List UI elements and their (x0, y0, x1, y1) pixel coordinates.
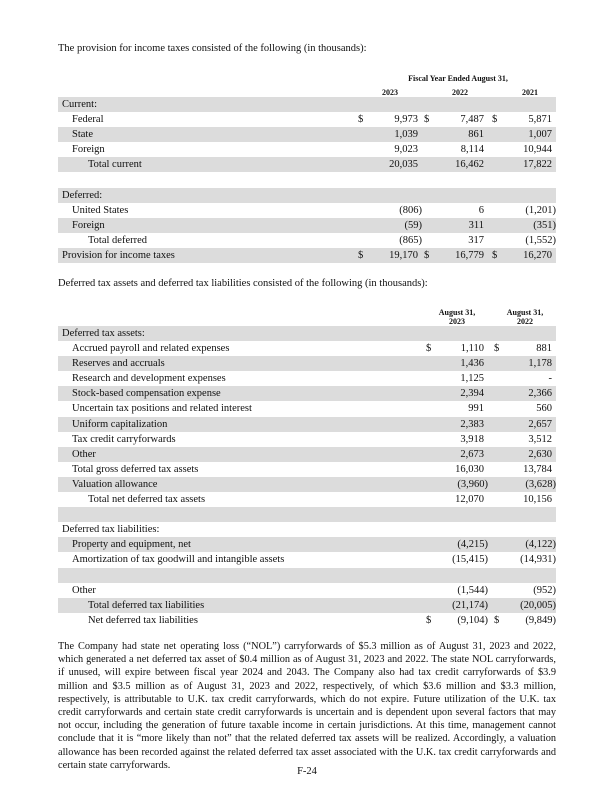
currency-symbol: $ (426, 343, 432, 355)
table-row (58, 203, 556, 218)
table-row (58, 356, 556, 371)
cell-value: 2,366 (528, 388, 552, 400)
cell-value: 9,973 (394, 114, 418, 126)
cell-value: 12,070 (455, 494, 484, 506)
col-header-2022: August 31, 2022 (506, 308, 544, 326)
cell-value: (59) (404, 219, 422, 231)
year-2022: 2022 (452, 88, 468, 97)
currency-symbol: $ (358, 114, 364, 126)
row-label: Research and development expenses (72, 373, 226, 385)
table-row (58, 432, 556, 447)
cell-value: 991 (468, 403, 484, 415)
row-label: Net deferred tax liabilities (88, 614, 198, 626)
table-row (58, 188, 556, 203)
currency-symbol: $ (426, 614, 432, 626)
cell-value: (9,849) (525, 614, 556, 626)
table-row (58, 142, 556, 157)
row-label: Total current (88, 159, 142, 171)
cell-value: 16,779 (455, 249, 484, 261)
intro-provision: The provision for income taxes consisted of the following (in thousands): (58, 43, 367, 54)
cell-value: (351) (533, 219, 556, 231)
cell-value: 560 (536, 403, 552, 415)
table-row (58, 112, 556, 127)
cell-value: (20,005) (520, 599, 556, 611)
row-label: Current: (62, 99, 97, 110)
cell-value: 16,030 (455, 463, 484, 475)
cell-value: 311 (468, 219, 484, 231)
table-row (58, 386, 556, 401)
intro-deferred: Deferred tax assets and deferred tax liabilities consisted of the following (in thousands): (58, 278, 428, 289)
cell-value: (14,931) (520, 554, 556, 566)
row-label: Uniform capitalization (72, 418, 168, 430)
cell-value: 2,673 (460, 448, 484, 460)
cell-value: 317 (468, 234, 484, 246)
currency-symbol: $ (358, 249, 364, 261)
deferred-tax-table (58, 326, 556, 628)
row-label: Stock-based compensation expense (72, 388, 221, 400)
row-label: Reserves and accruals (72, 358, 165, 370)
table-row (58, 537, 556, 552)
cell-value: (15,415) (452, 554, 488, 566)
spacer-row (58, 172, 556, 187)
table-row (58, 477, 556, 492)
cell-value: 2,630 (528, 448, 552, 460)
cell-value: 1,436 (460, 358, 484, 370)
table-row (58, 97, 556, 112)
currency-symbol: $ (494, 614, 500, 626)
row-label: Deferred: (62, 189, 103, 201)
table-row (58, 417, 556, 432)
cell-value: 2,657 (528, 418, 552, 430)
table-row (58, 341, 556, 356)
cell-value: (21,174) (452, 599, 488, 611)
cell-value: (806) (399, 204, 422, 216)
cell-value: 20,035 (389, 159, 418, 171)
cell-value: 16,270 (523, 249, 552, 261)
cell-value: (4,215) (457, 539, 488, 551)
cell-value: (3,628) (525, 478, 556, 490)
table-row (58, 447, 556, 462)
cell-value: 17,822 (523, 159, 552, 171)
cell-value: (1,544) (457, 584, 488, 596)
row-label: Other (72, 584, 96, 596)
row-label: Accrued payroll and related expenses (72, 343, 230, 355)
table-row (58, 598, 556, 613)
cell-value: 1,007 (528, 129, 552, 141)
year-2021: 2021 (522, 88, 538, 97)
cell-value: 9,023 (394, 144, 418, 156)
row-label: Other (72, 448, 96, 460)
currency-symbol: $ (494, 343, 500, 355)
cell-value: 7,487 (460, 114, 484, 126)
row-label: Provision for income taxes (62, 249, 175, 261)
table1-header: Fiscal Year Ended August 31, (408, 74, 508, 83)
table-row (58, 371, 556, 386)
currency-symbol: $ (424, 114, 430, 126)
spacer-row (58, 507, 556, 522)
cell-value: 1,110 (460, 343, 484, 355)
col-header-2023: August 31, 2023 (438, 308, 476, 326)
table-row (58, 127, 556, 142)
table-row (58, 218, 556, 233)
row-label: Total deferred (88, 234, 148, 246)
cell-value: 16,462 (455, 159, 484, 171)
currency-symbol: $ (492, 249, 498, 261)
row-label: Total deferred tax liabilities (88, 599, 205, 611)
row-label: Property and equipment, net (72, 539, 191, 551)
table-row (58, 233, 556, 248)
row-label: Uncertain tax positions and related interest (72, 403, 252, 415)
cell-value: 861 (468, 129, 484, 141)
table-row (58, 157, 556, 172)
cell-value: 3,918 (460, 433, 484, 445)
cell-value: 1,125 (460, 373, 484, 385)
table-row (58, 522, 556, 537)
cell-value: 13,784 (523, 463, 552, 475)
row-label: Deferred tax liabilities: (62, 524, 160, 536)
cell-value: 8,114 (460, 144, 484, 156)
cell-value: 2,394 (460, 388, 484, 400)
cell-value: 19,170 (389, 249, 418, 261)
nol-paragraph: The Company had state net operating loss (“NOL”) carryforwards of $5.3 million as of August 31, 2023 and 2022, which generated a net deferred tax asset of $0.4 million as of August 31, 2023 and 2022. The state NOL carryforwards, if unused, will expire between fiscal year 2024 and 2043. The Company also had tax credit carryforwards of $3.9 million and $3.5 million as of August 31, 2023 and 2022, respectively, of which $3.6 million and $3.3 million, respectively, is attributable to U.K. tax credit carryforwards, which do not expire. Future utilization of the U.K. tax credit carryforwards and certain state credit carryforwards is uncertain and is dependent upon several factors that may not occur, including the generation of future taxable income in certain jurisdictions. At this time, management cannot conclude that it is “more likely than not” that the related deferred tax assets will be realized. Accordingly, a valuation allowance has been recorded against the related deferred tax asset associated with the U.K. tax credit carryforwards and certain state carryforwards. (58, 641, 556, 771)
row-label: Federal (72, 114, 104, 126)
cell-value: 2,383 (460, 418, 484, 430)
row-label: Total net deferred tax assets (88, 494, 206, 506)
cell-value: (952) (533, 584, 556, 596)
row-label: Total gross deferred tax assets (72, 463, 199, 475)
cell-value: (3,960) (457, 478, 488, 490)
income-tax-provision-table (58, 97, 556, 263)
row-label: Amortization of tax goodwill and intangible assets (72, 554, 285, 566)
year-2023: 2023 (382, 88, 398, 97)
cell-value: (4,122) (525, 539, 556, 551)
table-row (58, 462, 556, 477)
cell-value: 1,178 (528, 358, 552, 370)
table-row (58, 613, 556, 628)
row-label: Tax credit carryforwards (72, 433, 176, 445)
cell-value: 3,512 (528, 433, 552, 445)
spacer-row (58, 568, 556, 583)
table-row (58, 492, 556, 507)
cell-value: (1,552) (525, 234, 556, 246)
cell-value: (865) (399, 234, 422, 246)
currency-symbol: $ (492, 114, 498, 126)
row-label: State (72, 129, 93, 141)
cell-value: 6 (478, 204, 484, 216)
cell-value: (1,201) (525, 204, 556, 216)
row-label: Deferred tax assets: (62, 328, 145, 339)
page-number: F-24 (297, 766, 317, 777)
row-label: Foreign (72, 144, 105, 156)
cell-value: - (548, 373, 552, 385)
table-row (58, 583, 556, 598)
row-label: United States (72, 204, 129, 216)
cell-value: 10,944 (523, 144, 552, 156)
table-row (58, 248, 556, 263)
table-row (58, 401, 556, 416)
cell-value: (9,104) (457, 614, 488, 626)
cell-value: 1,039 (394, 129, 418, 141)
currency-symbol: $ (424, 249, 430, 261)
table-row (58, 326, 556, 341)
table-row (58, 552, 556, 567)
row-label: Foreign (72, 219, 105, 231)
cell-value: 5,871 (528, 114, 552, 126)
cell-value: 10,156 (523, 494, 552, 506)
cell-value: 881 (536, 343, 552, 355)
row-label: Valuation allowance (72, 478, 158, 490)
